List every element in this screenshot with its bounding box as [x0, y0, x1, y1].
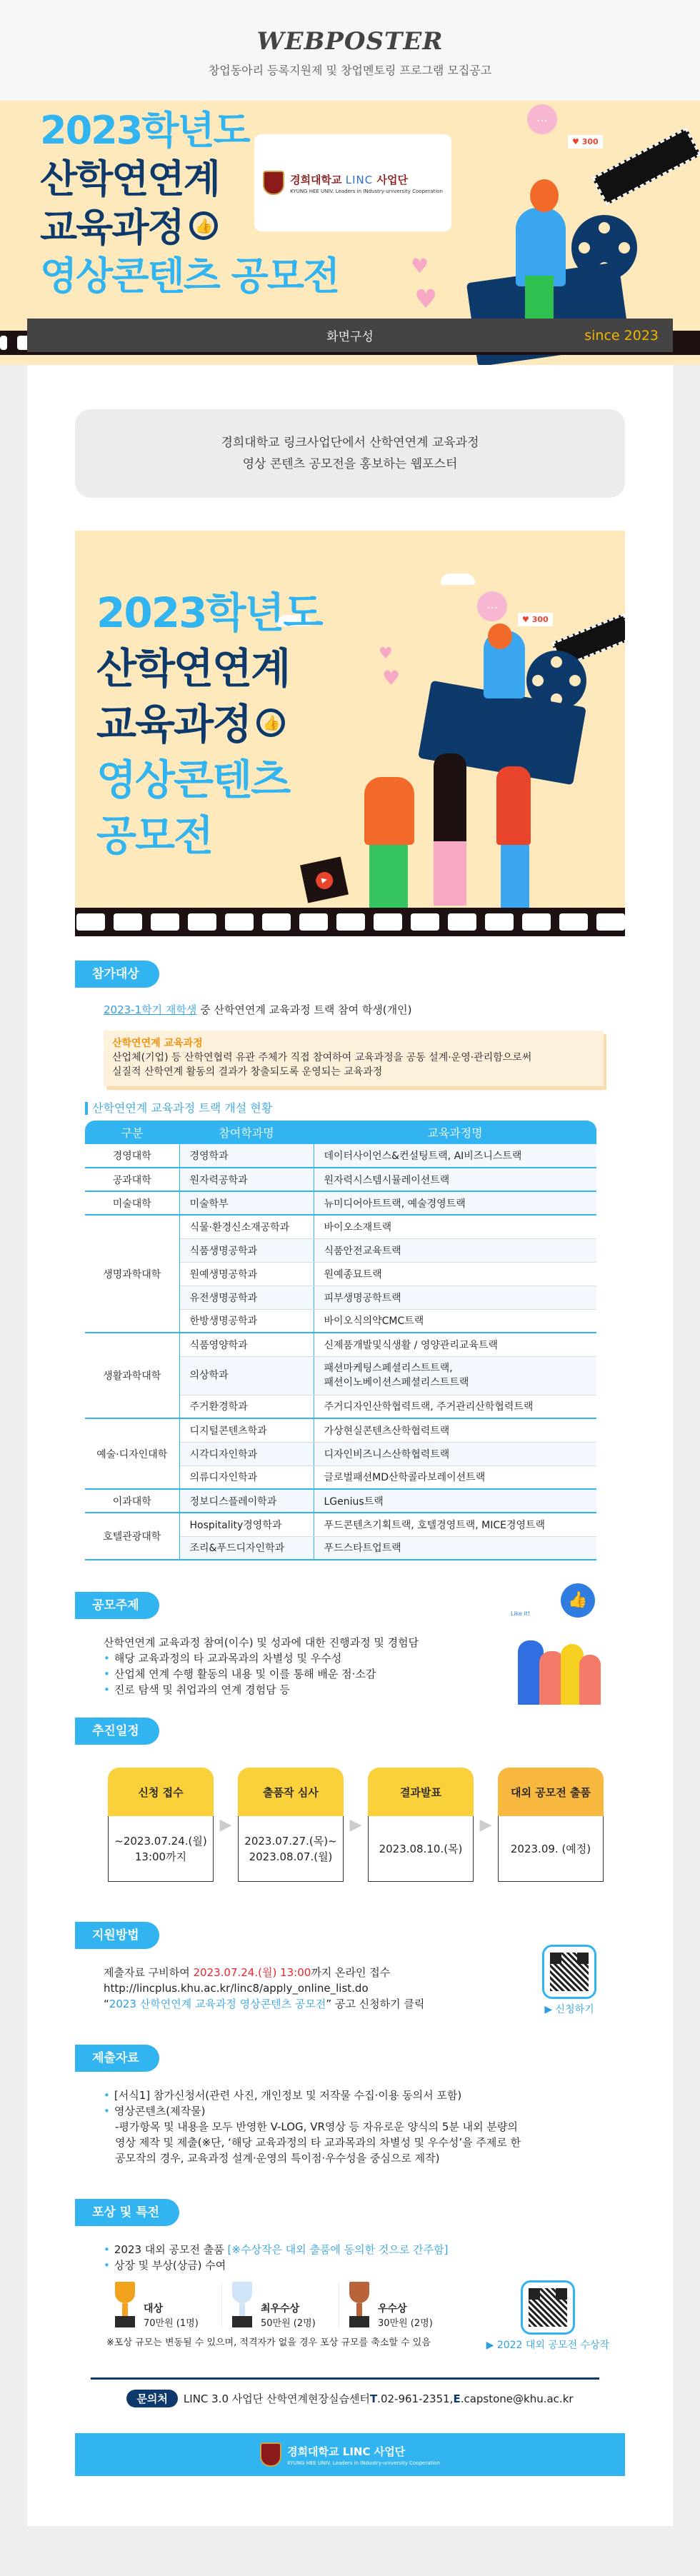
email-key: E	[453, 2392, 461, 2405]
doc-detail-line: -평가항목 및 내용을 모두 반영한 V-LOG, VR영상 등 자유로운 양식의 5분 내외 분량의	[115, 2120, 518, 2133]
section-topic	[75, 1592, 625, 1705]
hero-title-line4: 영상콘텐츠 공모전	[40, 254, 339, 299]
cell-course: 푸드스타트업트랙	[314, 1536, 596, 1560]
university-emblem-icon	[260, 2442, 281, 2467]
step-date-line1: 2023.09. (예정)	[510, 1842, 591, 1855]
step-title: 출품작 심사	[238, 1768, 344, 1816]
tracks-table-title: 산학연연계 교육과정 트랙 개설 현황	[85, 1102, 625, 1115]
cell-course: 가상현실콘텐츠산학협력트랙	[314, 1418, 596, 1442]
target-rest: 중 산학연연계 교육과정 트랙 참여 학생(개인)	[196, 1003, 412, 1016]
poster-title-line3-text: 교육과정	[96, 700, 251, 748]
qr-code-icon[interactable]	[529, 2288, 567, 2327]
section-badge: 공모주제	[75, 1592, 159, 1619]
apply-cta-link[interactable]: ▶ 신청하기	[544, 2004, 594, 2015]
schedule-timeline	[108, 1768, 625, 1882]
chat-bubble-icon: …	[477, 591, 507, 621]
cell-dept: 정보디스플레이학과	[179, 1489, 314, 1513]
cell-course: 디자인비즈니스산학협력트랙	[314, 1442, 596, 1465]
person-legs	[434, 841, 466, 906]
poster-title	[96, 585, 322, 863]
cell-college: 미술대학	[85, 1191, 179, 1215]
cell-college: 호텔관광대학	[85, 1513, 179, 1560]
topic-lead: 산학연연계 교육과정 참여(이수) 및 성과에 대한 진행과정 및 경험담	[104, 1636, 419, 1649]
definition-line1: 산업체(기업) 등 산학연협력 유관 주체가 직접 참여하여 교육과정을 공동 설계·운영·관리함으로써	[112, 1052, 532, 1063]
arrow-right-icon: ▶	[219, 1815, 232, 1834]
prize-amount: 70만원 (1명)	[144, 2318, 199, 2329]
cloud-icon	[441, 573, 475, 585]
logo-subtext: KYUNG HEE UNIV. Leaders in INdustry-university Cooperation	[290, 188, 443, 194]
step-title: 결과발표	[368, 1768, 474, 1816]
step-date-line1: ~2023.07.24.(월)	[114, 1834, 207, 1848]
cell-college: 이과대학	[85, 1489, 179, 1513]
footer-logo-band	[75, 2433, 625, 2476]
schedule-step	[498, 1768, 604, 1882]
play-icon: ▶	[314, 871, 334, 891]
cell-course-line1: 패션마케팅스페셜리스트트랙,	[324, 1363, 453, 1374]
table-row	[85, 1513, 596, 1536]
qr-code-frame[interactable]	[542, 1945, 596, 1999]
screen-layout-label: 화면구성	[326, 330, 374, 344]
step-title: 신청 접수	[108, 1768, 214, 1816]
award-line1-text: 2023 대외 공모전 출품	[114, 2243, 228, 2256]
step-date	[108, 1816, 214, 1882]
silver-trophy-icon	[228, 2282, 256, 2329]
table-row	[85, 1333, 596, 1356]
person-legs	[369, 845, 408, 913]
section-apply	[75, 1922, 625, 2016]
university-logo	[254, 134, 451, 231]
cell-dept: 식품생명공학과	[179, 1238, 314, 1262]
section-badge: 지원방법	[75, 1922, 159, 1949]
brand-subtitle: 창업동아리 등록지원제 및 창업멘토링 프로그램 모집공고	[208, 64, 492, 77]
target-text	[104, 1002, 625, 1018]
prize-excellence	[228, 2282, 339, 2329]
site-header	[0, 0, 700, 101]
brand-title: WEBPOSTER	[256, 27, 444, 56]
apply-line3	[104, 1996, 424, 2012]
footer-logo-text	[287, 2444, 440, 2459]
section-badge: 제출자료	[75, 2045, 159, 2072]
past-winners-qr-button[interactable]	[486, 2280, 609, 2352]
cell-course: 주거디자인산학협력트랙, 주거관리산학협력트랙	[314, 1395, 596, 1418]
award-line1-note: [※수상작은 대외 출품에 동의한 것으로 간주함]	[227, 2243, 449, 2256]
person-hair	[530, 179, 559, 212]
person-legs	[501, 845, 529, 909]
step-date-line2: 13:00까지	[134, 1850, 187, 1863]
thumbs-up-icon: 👍	[256, 708, 285, 737]
prize-merit	[345, 2282, 456, 2329]
cell-dept: 유전생명공학과	[179, 1286, 314, 1309]
cell-course: 푸드콘텐츠기획트랙, 호텔경영트랙, MICE경영트랙	[314, 1513, 596, 1536]
prize-name: 우수상	[378, 2303, 407, 2315]
divider	[91, 2377, 599, 2380]
contact-badge: 문의처	[126, 2390, 177, 2407]
contact-info	[75, 2390, 625, 2407]
cell-course: 식품안전교육트랙	[314, 1238, 596, 1262]
cell-course: 피부생명공학트랙	[314, 1286, 596, 1309]
cell-dept: 한방생명공학과	[179, 1309, 314, 1333]
heart-icon: ♥	[379, 645, 393, 663]
apply-notice-title: 2023 산학연연계 교육과정 영상콘텐츠 공모전	[109, 1998, 326, 2010]
thumbs-up-icon: 👍	[561, 1583, 595, 1618]
cell-course: LGenius트랙	[314, 1489, 596, 1513]
awards-note: ※포상 규모는 변동될 수 있으며, 적격자가 없을 경우 포상 규모를 축소할 수 있음	[106, 2337, 431, 2348]
intro-line1: 경희대학교 링크사업단에서 산학연연계 교육과정	[221, 436, 479, 450]
table-row	[85, 1144, 596, 1168]
cell-dept: 식품영양학과	[179, 1333, 314, 1356]
logo-suffix: 사업단	[376, 173, 408, 186]
section-schedule	[75, 1718, 625, 1882]
like-counter: ♥ 300	[568, 135, 603, 149]
apply-line3-post: ” 공고 신청하기 클릭	[326, 1998, 425, 2010]
schedule-step	[108, 1768, 214, 1882]
footer-logo-subtext: KYUNG HEE UNIV. Leaders in INdustry-university Cooperation	[287, 2460, 440, 2466]
col-header-course: 교육과정명	[314, 1121, 596, 1144]
intro-line2: 영상 콘텐츠 공모전을 홍보하는 웹포스터	[242, 457, 458, 471]
bronze-trophy-icon	[345, 2282, 374, 2329]
section-header-bar	[27, 319, 673, 352]
cell-dept: 원예생명공학과	[179, 1262, 314, 1286]
heart-icon: ♥	[382, 666, 401, 690]
like-count: 300	[581, 137, 599, 146]
schedule-step	[368, 1768, 474, 1882]
contact-phone[interactable]: .02-961-2351,	[377, 2392, 454, 2405]
step-title: 대외 공모전 출품	[498, 1768, 604, 1816]
cell-college: 공과대학	[85, 1168, 179, 1191]
definition-box	[104, 1031, 604, 1086]
poster-title-line1: 2023학년도	[96, 588, 322, 637]
section-documents	[75, 2045, 625, 2166]
apply-line1-post: 까지 온라인 접수	[311, 1966, 391, 1979]
people-like-illustration	[511, 1583, 604, 1705]
person-illustration	[579, 1655, 601, 1705]
section-badge: 포상 및 특전	[75, 2199, 179, 2226]
cell-dept: 디지털콘텐츠학과	[179, 1418, 314, 1442]
cell-dept: 식물·환경신소재공학과	[179, 1215, 314, 1238]
topic-bullet: • 산업체 연계 수행 활동의 내용 및 이를 통해 배운 점·소감	[104, 1666, 419, 1682]
film-band-decoration	[75, 908, 625, 936]
definition-line2: 실질적 산학연계 활동의 결과가 창출되도록 운영되는 교육과정	[112, 1066, 383, 1078]
heart-icon: ♥	[414, 285, 438, 314]
apply-line1-pre: 제출자료 구비하여	[104, 1966, 194, 1979]
logo-university-name: 경희대학교	[290, 173, 342, 186]
content-sheet	[27, 365, 673, 2526]
table-row	[85, 1418, 596, 1442]
cell-dept: 의류디자인학과	[179, 1465, 314, 1489]
page-body	[0, 365, 700, 2576]
step-date-line1: 2023.08.10.(목)	[379, 1842, 463, 1855]
logo-university-name: 경희대학교	[287, 2445, 339, 2458]
cell-dept: 주거환경학과	[179, 1395, 314, 1418]
section-awards	[75, 2199, 625, 2352]
gold-trophy-icon	[111, 2282, 139, 2329]
logo-text	[290, 172, 443, 187]
chat-bubble-icon: …	[527, 104, 557, 134]
logo-suffix: 사업단	[374, 2445, 406, 2458]
contact-org: LINC 3.0 사업단 산학연계현장실습센터	[183, 2392, 370, 2405]
step-date	[238, 1816, 344, 1882]
col-header-department: 참여학과명	[179, 1121, 314, 1144]
target-highlight: 2023-1학기 재학생	[104, 1003, 197, 1016]
cell-course: 데이터사이언스&컨설팅트랙, AI비즈니스트랙	[314, 1144, 596, 1168]
person-illustration	[364, 777, 414, 845]
qr-code-icon[interactable]	[550, 1953, 589, 1991]
poster-hero	[75, 531, 625, 936]
apply-line1	[104, 1965, 424, 1980]
cell-course: 바이오식의약CMC트랙	[314, 1309, 596, 1333]
hero-title-line1: 2023학년도	[40, 108, 249, 153]
past-winners-link[interactable]: ▶ 2022 대외 공모전 수상작	[486, 2340, 609, 2351]
topic-bullet: • 해당 교육과정의 타 교과목과의 차별성 및 우수성	[104, 1650, 419, 1666]
cell-dept: 의상학과	[179, 1356, 314, 1395]
logo-linc: LINC	[342, 2445, 371, 2458]
step-date-line1: 2023.07.27.(목)~	[244, 1834, 337, 1848]
cell-college: 생활과학대학	[85, 1333, 179, 1418]
section-badge: 참가대상	[75, 961, 159, 988]
cell-course	[314, 1356, 596, 1395]
poster-title-line3	[96, 696, 322, 752]
hero-banner	[0, 101, 700, 365]
doc-detail-line: 영상 제작 및 제출(※단, ‘해당 교육과정의 타 교과목과의 차별성 및 우수성’을 주제로 한	[115, 2136, 521, 2149]
award-line1	[104, 2242, 625, 2257]
intro-box	[75, 409, 625, 498]
cell-course: 원예종묘트랙	[314, 1262, 596, 1286]
phone-key: T	[369, 2392, 378, 2405]
since-label: since 2023	[584, 327, 659, 344]
tracks-table	[85, 1121, 596, 1560]
cell-course: 뉴미디어아트트랙, 예술경영트랙	[314, 1191, 596, 1215]
poster-title-line2: 산학연연계	[96, 644, 290, 693]
person-illustration	[496, 766, 531, 845]
cell-college: 경영대학	[85, 1144, 179, 1168]
like-count: 300	[531, 615, 549, 624]
cell-dept: Hospitality경영학과	[179, 1513, 314, 1536]
like-it-label: Like it!	[511, 1610, 531, 1617]
prize-name: 대상	[144, 2303, 164, 2315]
schedule-step	[238, 1768, 344, 1882]
cell-dept: 원자력공학과	[179, 1168, 314, 1191]
step-date	[498, 1816, 604, 1882]
cell-course: 신제품개발및식생활 / 영양관리교육트랙	[314, 1333, 596, 1356]
prize-name: 최우수상	[261, 2303, 300, 2315]
table-row	[85, 1168, 596, 1191]
cell-dept: 조리&푸드디자인학과	[179, 1536, 314, 1560]
doc-item: • 영상콘텐츠(제작물)	[104, 2103, 604, 2119]
apply-qr-button[interactable]	[542, 1945, 596, 2016]
step-date	[368, 1816, 474, 1882]
cell-course: 원자력시스템시뮬레이션트랙	[314, 1168, 596, 1191]
apply-url-link[interactable]: http://lincplus.khu.ac.kr/linc8/apply_online_list.do	[104, 1982, 369, 1995]
apply-deadline: 2023.07.24.(월) 13:00	[193, 1966, 311, 1979]
prize-amount: 50만원 (2명)	[261, 2318, 316, 2329]
logo-linc: LINC	[345, 173, 374, 186]
cell-course: 바이오소재트랙	[314, 1215, 596, 1238]
definition-title: 산학연연계 교육과정	[112, 1038, 203, 1049]
cell-course-line2: 패션이노베이션스페셜리스트트랙	[324, 1377, 469, 1388]
cell-college: 예술·디자인대학	[85, 1418, 179, 1489]
like-counter: ♥ 300	[518, 613, 553, 626]
arrow-right-icon: ▶	[349, 1815, 362, 1834]
bottom-spacer	[0, 2526, 700, 2576]
person-hair	[488, 623, 512, 649]
section-badge: 추진일정	[75, 1718, 159, 1745]
thumbs-up-icon: 👍	[189, 211, 218, 240]
prize-amount: 30만원 (2명)	[378, 2318, 433, 2329]
quote-open: “	[104, 1998, 109, 2010]
trophy-list	[111, 2282, 462, 2329]
prize-grand	[111, 2282, 222, 2329]
arrow-right-icon: ▶	[479, 1815, 492, 1834]
doc-detail-line: 공모작의 경우, 교육과정 설계·운영의 특이점·우수성을 중심으로 제작)	[115, 2152, 440, 2165]
poster	[75, 531, 625, 2476]
table-row	[85, 1191, 596, 1215]
cell-college: 생명과학대학	[85, 1215, 179, 1333]
apply-instructions	[75, 1965, 424, 2012]
poster-title-line5: 공모전	[96, 811, 213, 860]
step-date-line2: 2023.08.07.(월)	[249, 1850, 333, 1863]
heart-icon: ♥	[411, 254, 429, 278]
hero-title-line2: 산학연연계	[40, 156, 219, 201]
topic-bullet: • 진로 탐색 및 취업과의 연계 경험담 등	[104, 1682, 419, 1698]
cell-dept: 미술학부	[179, 1191, 314, 1215]
video-player-icon	[300, 857, 349, 903]
qr-code-frame[interactable]	[521, 2280, 575, 2335]
award-line2: • 상장 및 부상(상금) 수여	[104, 2257, 625, 2273]
person-illustration	[516, 208, 566, 286]
hero-title-line3-text: 교육과정	[40, 205, 184, 250]
university-emblem-icon	[263, 171, 284, 195]
table-row	[85, 1215, 596, 1238]
col-header-division: 구분	[85, 1121, 179, 1144]
section-target	[75, 961, 625, 1560]
cell-dept: 시각디자인학과	[179, 1442, 314, 1465]
cell-dept: 경영학과	[179, 1144, 314, 1168]
cell-course: 글로벌패션MD산학콜라보레이션트랙	[314, 1465, 596, 1489]
table-row	[85, 1489, 596, 1513]
film-strip-icon	[591, 127, 700, 205]
poster-title-line4: 영상콘텐츠	[96, 756, 290, 804]
contact-email[interactable]: .capstone@khu.ac.kr	[460, 2392, 574, 2405]
doc-item: • [서식1] 참가신청서(관련 사진, 개인정보 및 저작물 수집·이용 동의서 포함)	[104, 2088, 604, 2103]
